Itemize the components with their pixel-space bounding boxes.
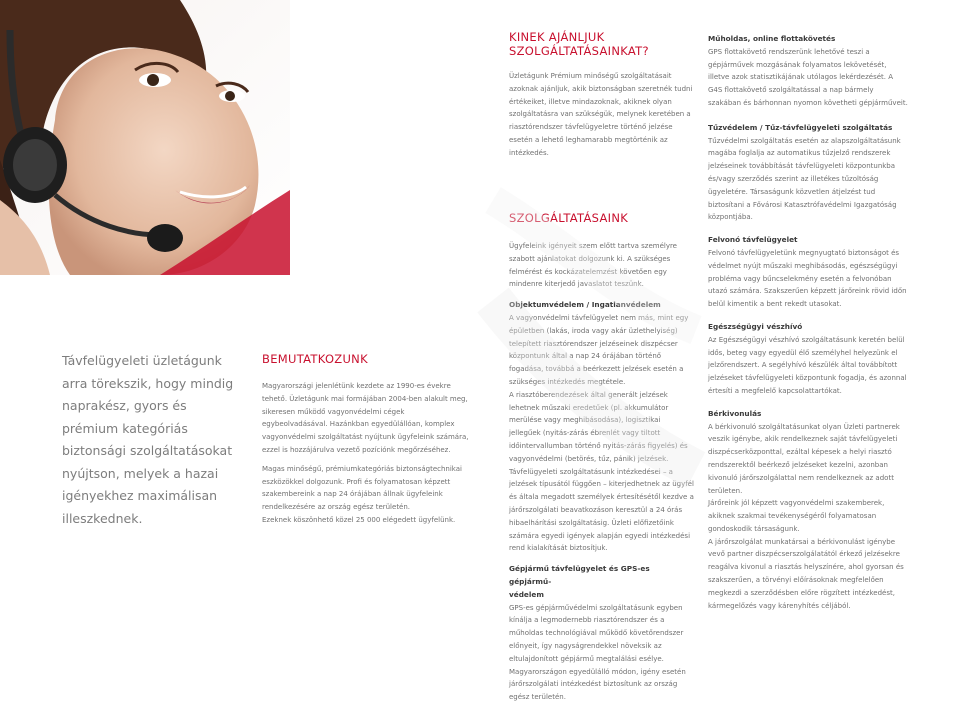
service-1-text-3: Távfelügyeleti szolgáltatásunk intézkedései – a jelzések típusától függően – kiterjedhetnek az ügyfél és általa megadott személyek értesítésétől kezdve a járőrszolgálati beavatkozáson keresztül a 24 órás hibaelhárítási szolgáltatásig. Üzleti előfizetőink számára egyedi igények alapján egyedi intézkedési rend kialakítását biztosítjuk. (509, 467, 694, 553)
services-intro: Ügyfeleink igényeit szem előtt tartva személyre szabott ajánlatokat dolgozunk ki. A szükséges felmérést és kockázatelemzést követően egy mindenre kiterjedő javaslatot teszünk. (509, 242, 677, 289)
services-panel (493, 0, 696, 702)
service-1-title: Objektumvédelem / Ingatlanvédelem (509, 300, 661, 310)
target-heading-line2: SZOLGÁLTATÁSAINKAT? (509, 44, 649, 58)
patrol-rental-text-2: Járőreink jól képzett vagyonvédelmi szakemberek, akiknek szakmai tevékenységéről folyamatosan gondoskodik társaságunk. (708, 499, 885, 533)
patrol-rental-title: Bérkivonulás (708, 408, 762, 418)
satellite-tracking-title: Műholdas, online flottakövetés (708, 34, 836, 43)
patrol-rental-text-1: A bérkivonuló szolgáltatásunkat olyan Üzleti partnerek veszik igénybe, akik rendelkeznek saját távfelügyeleti diszpécserközponttal, ezáltal képesek a helyi riasztó rendszerektől beérkező jelzéseket kezelni, azonban kivonuló járőrszolgálattal nem rendelkeznek az adott területen. (708, 422, 900, 495)
services-heading: SZOLGÁLTATÁSAINK (509, 211, 629, 225)
service-1-text-2: A riasztóberendezések által generált jelzések lehetnek műszaki eredetűek (pl. akkumulátor merülése vagy meghibásodása), logisztikai jellegűek (nyitás-zárás ébrenlét vagy tiltott időintervallumban történő nyitás-zárás figyelés) és vagyonvédelmi (betörés, tűz, pánik) jelzések. (509, 390, 688, 463)
about-paragraph-3: Ezeknek köszönhető közel 25 000 elégedett ügyfelünk. (262, 515, 456, 524)
service-2-title-line2: védelem (509, 589, 544, 599)
elevator-monitoring-text: Felvonó távfelügyeletünk megnyugtató biztonságot és védelmet nyújt műszaki meghibásodás, egészségügyi probléma vagy bűncselekmény esetén a felvonóban utazó számára. Szakszerűen képzett járőreink rövid időn belül kimentik a bent rekedt utasokat. (708, 248, 907, 309)
intro-quote: Távfelügyeleti üzletágunk arra törekszik, hogy mindig naprakész, gyors és prémium kategóriás biztonsági szolgáltatásokat nyújtson, melyek a hazai igényekhez maximálisan illeszkednek. (62, 353, 234, 526)
about-paragraph-2: Magas minőségű, prémiumkategóriás biztonságtechnikai eszközökkel dolgozunk. Profi és folyamatosan képzett szakembereink a nap 24 órájában állnak ügyfeleink rendelkezésére az ország egész területén. (262, 464, 462, 512)
about-heading: BEMUTATKOZUNK (262, 352, 368, 366)
fire-protection-text: Tűzvédelmi szolgáltatás esetén az alapszolgáltatásunk magába foglalja az automatikus tűzjelző rendszerek jelzéseinek továbbítását távfelügyeleti központunkba és/vagy szerződés szerint az illetékes tűzoltóság ügyeletére. Társaságunk közvetlen átjelzést tud biztosítani a Fővárosi Katasztrófavédelmi Igazgatóság központjába. (708, 136, 901, 222)
elevator-monitoring-title: Felvonó távfelügyelet (708, 235, 798, 245)
fire-protection-title: Tűzvédelem / Tűz-távfelügyeleti szolgáltatás (708, 122, 893, 132)
satellite-tracking-text: GPS flottakövető rendszerünk lehetővé teszi a gépjárművek mozgásának folyamatos lekövetését, illetve azok statisztikájának utólagos lekérdezését. A G4S flottakövető szolgáltatással a nap bármely szakában és bárhonnan nyomon követheti gépjárműveit. (708, 47, 908, 107)
patrol-rental-text-3: A járőrszolgálat munkatársai a bérkivonulást igénybe vevő partner diszpécserszolgálatától érkező jelzésekre reagálva kivonul a riasztás helyszínére, ahol gyorsan és szakszerűen, a törvényi előírásoknak megfelelően megkezdi a szerződésben előre rögzített intézkedést, kármegelőzés vagy kárenyhítés céljából. (708, 537, 904, 610)
service-2-text-2: Magyarországon egyedülálló módon, igény esetén járőrszolgálati intézkedést biztosítunk az ország egész területén. (509, 667, 686, 702)
health-alarm-text: Az Egészségügyi vészhívó szolgáltatásunk keretén belül idős, beteg vagy egyedül élő személyhel helyezünk el jelzőrendszert. A segélyhívó készülék által továbbított jelzéseket távfelügyeleti központunk fogadja, és azonnal értesíti a megfelelő kapcsolattartókat. (708, 335, 907, 395)
service-1-text-1: A vagyonvédelmi távfelügyelet nem más, mint egy épületben (lakás, iroda vagy akár üzlethelyiség) telepített riasztórendszer jelzéseinek diszpécser központunk által a nap 24 órájában történő fogadása, továbbá a beérkezett jelzések esetén a szükséges intézkedés megtétele. (509, 313, 689, 386)
health-alarm-title: Egészségügyi vészhívó (708, 321, 803, 331)
target-heading-line1: KINEK AJÁNLJUK (509, 30, 605, 44)
right-panel (696, 0, 960, 679)
about-panel (245, 0, 493, 679)
service-2-text-1: GPS-es gépjárművédelmi szolgáltatásunk egyben kínálja a legmodernebb riasztórendszer és a műholdas technológiával működő követőrendszer előnyeit, így nagyságrendekkel növeksik az eltulajdonított gépjármű megtalálási esélye. (509, 603, 684, 663)
left-panel (0, 0, 245, 679)
target-text: Üzletágunk Prémium minőségű szolgáltatásait azoknak ajánljuk, akik biztonságban szeretnék tudni értékeiket, illetve mindazoknak, akiknek olyan szolgáltatásra van szükségük, melynek keretében a riasztórendszer távfelügyeletre történő jelzése esetén a lehető leghamarabb megtörténik az intézkedés. (509, 72, 693, 157)
about-paragraph-1: Magyarországi jelenlétünk kezdete az 1990-es évekre tehető. Üzletágunk mai formájában 2004-ben alakult meg, sikeresen működő vagyonvédelmi cégek egybeolvadásával. Hazánkban egyedülállóan, komplex vagyonvédelmi szolgáltatást nyújtunk ügyfeleink számára, ezzel is hozzájárulva vezető pozíciónk megőrzéséhez. (262, 382, 469, 454)
service-2-title-line1: Gépjármű távfelügyelet és GPS-es gépjármű- (509, 564, 650, 586)
